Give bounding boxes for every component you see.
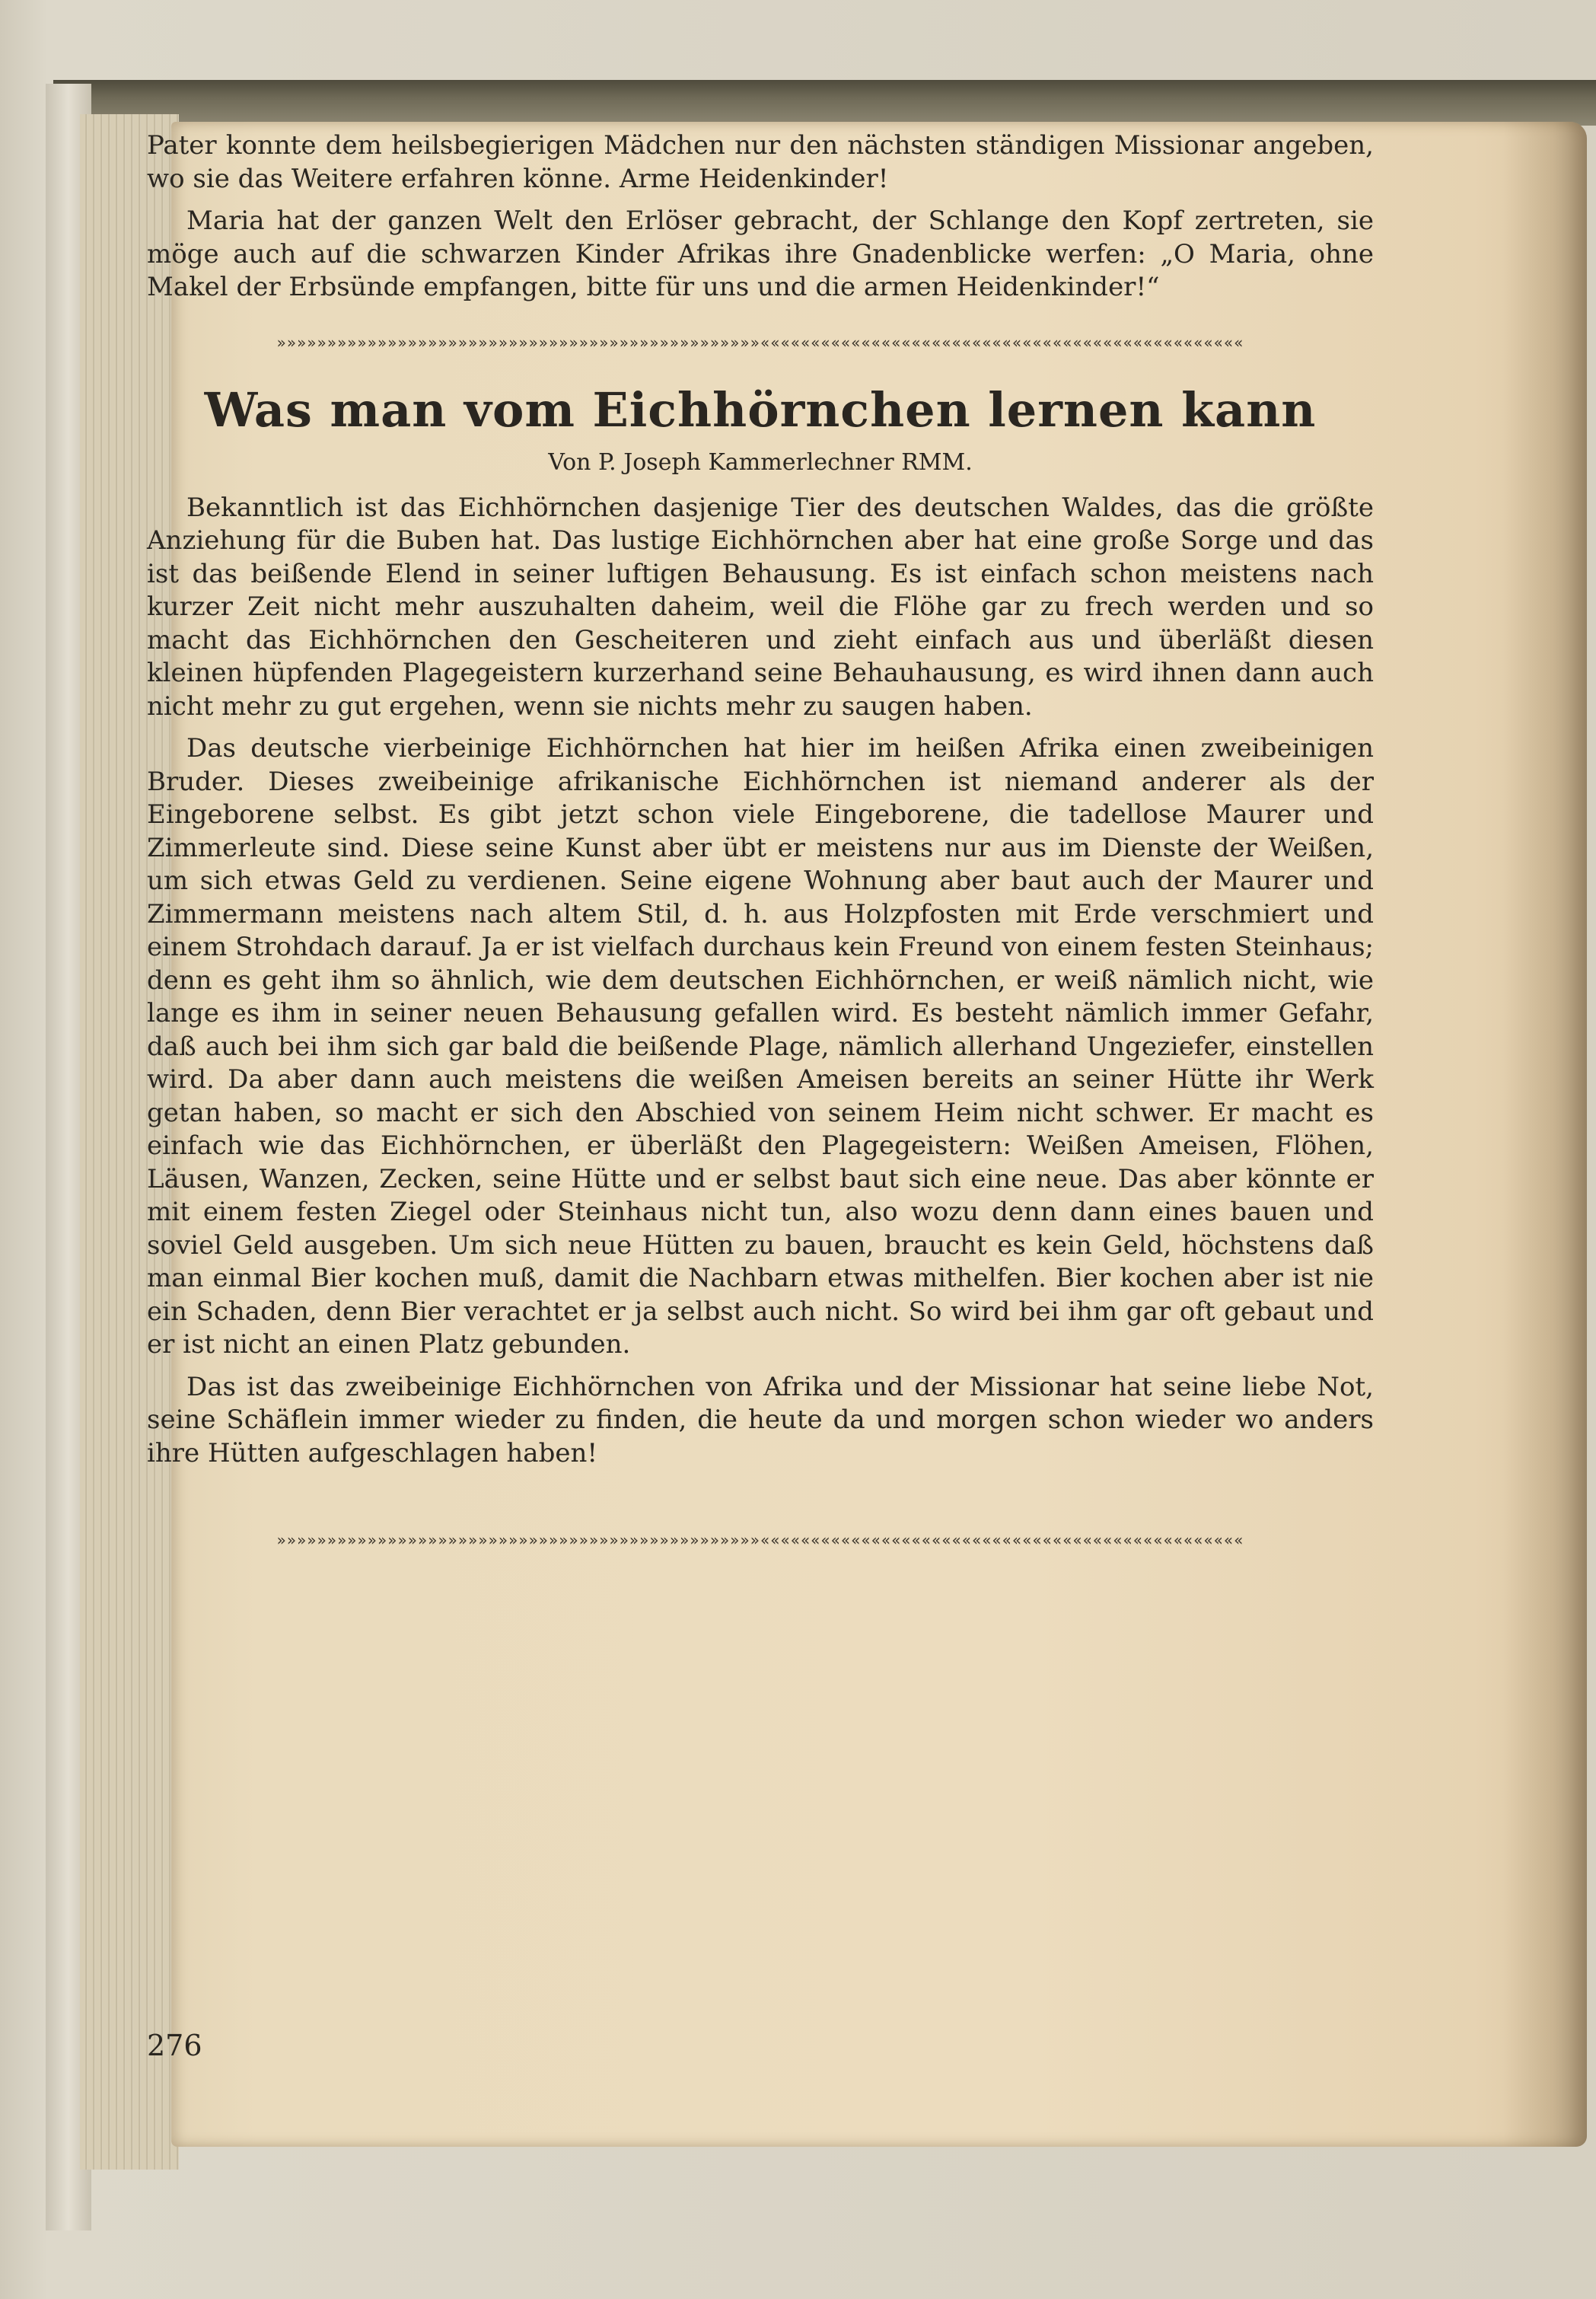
book-cover-top <box>53 80 1596 126</box>
article-paragraph-3: Das ist das zweibeinige Eichhörnchen von Afrika und der Missionar hat seine liebe Not, seine Schäflein immer wieder zu finden, die heute da und morgen schon wieder wo anders ihre Hütten aufgeschlagen haben! <box>147 1371 1374 1468</box>
ornament-divider-bottom: »»»»»»»»»»»»»»»»»»»»»»»»»»»»»»»»»»»»»»»»»»»»»»»»«««««««««««««««««««««««««««««««««««««««««««««««« <box>276 1531 1244 1549</box>
page-content <box>147 129 1374 1551</box>
article-title: Was man vom Eichhörnchen lernen kann <box>204 381 1317 438</box>
intro-paragraph-1: Pater konnte dem heilsbegierigen Mädchen nur den nächsten ständigen Missionar angeben, wo sie das Weitere erfahren könne. Arme Heidenkinder! <box>147 130 1374 194</box>
article-byline: Von P. Joseph Kammerlechner RMM. <box>548 448 973 476</box>
article-paragraph-2: Das deutsche vierbeinige Eichhörnchen hat hier im heißen Afrika einen zweibeinigen Bruder. Dieses zweibeinige afrikanische Eichhörnchen ist niemand anderer als der Eingeborene selbst. Es gibt jetzt schon viele Eingeborene, die tadellose Maurer und Zimmerleute sind. Diese seine Kunst aber übt er meistens nur aus im Dienste der Weißen, um sich etwas Geld zu verdienen. Seine eigene Wohnung aber baut auch der Maurer und Zimmermann meistens nach altem Stil, d. h. aus Holzpfosten mit Erde verschmiert und einem Strohdach darauf. Ja er ist vielfach durchaus kein Freund von einem festen Steinhaus; denn es geht ihm so ähnlich, wie dem deutschen Eichhörnchen, er weiß nämlich nicht, wie lange es ihm in seiner neuen Behausung gefallen wird. Es besteht nämlich immer Gefahr, daß auch bei ihm sich gar bald die beißende Plage, nämlich allerhand Ungeziefer, einstellen wird. Da aber dann auch meistens die weißen Ameisen bereits an seiner Hütte ihr Werk getan haben, so macht er sich den Abschied von seinem Heim nicht schwer. Er macht es einfach wie das Eichhörnchen, er überläßt den Plagegeistern: Weißen Ameisen, Flöhen, Läusen, Wanzen, Zecken, seine Hütte und er selbst baut sich eine neue. Das aber könnte er mit einem festen Ziegel oder Steinhaus nicht tun, also wozu denn dann eines bauen und soviel Geld ausgeben. Um sich neue Hütten zu bauen, braucht es kein Geld, höchstens daß man einmal Bier kochen muß, damit die Nachbarn etwas mithelfen. Bier kochen aber ist nie ein Schaden, denn Bier verachtet er ja selbst auch nicht. So wird bei ihm gar oft gebaut und er ist nicht an einen Platz gebunden. <box>147 733 1374 1360</box>
article-paragraph-1: Bekanntlich ist das Eichhörnchen dasjenige Tier des deutschen Waldes, das die größte Anziehung für die Buben hat. Das lustige Eichhörnchen aber hat eine große Sorge und das ist das beißende Elend in seiner luftigen Behausung. Es ist einfach schon meistens nach kurzer Zeit nicht mehr auszuhalten daheim, weil die Flöhe gar zu frech werden und so macht das Eichhörnchen den Gescheiteren und zieht einfach aus und überläßt diesen kleinen hüpfenden Plagegeistern kurzerhand seine Behauhausung, es wird ihnen dann auch nicht mehr zu gut ergehen, wenn sie nichts mehr zu saugen haben. <box>147 492 1374 722</box>
page-number: 276 <box>147 2029 202 2062</box>
ornament-divider-top: »»»»»»»»»»»»»»»»»»»»»»»»»»»»»»»»»»»»»»»»»»»»»»»»«««««««««««««««««««««««««««««««««««««««««««««««« <box>276 333 1244 352</box>
page-gutter-shadow <box>1503 122 1587 2147</box>
intro-paragraph-2: Maria hat der ganzen Welt den Erlöser gebracht, der Schlange den Kopf zertreten, sie möge auch auf die schwarzen Kinder Afrikas ihre Gnadenblicke werfen: „O Maria, ohne Makel der Erbsünde empfangen, bitte für uns und die armen Heidenkinder!“ <box>147 206 1374 302</box>
